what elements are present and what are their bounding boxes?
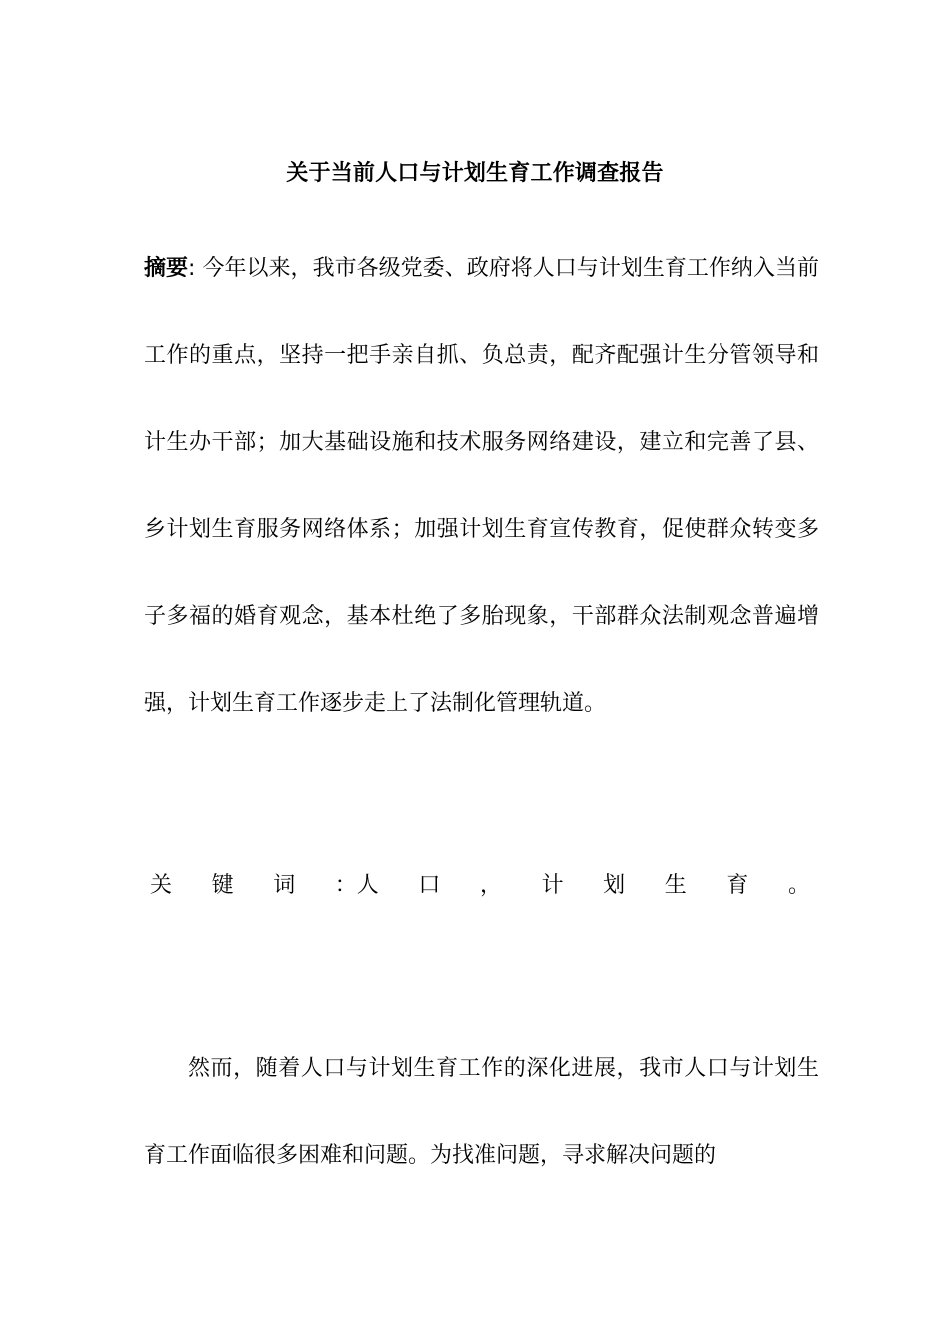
abstract-text: 今年以来，我市各级党委、政府将人口与计划生育工作纳入当前工作的重点，坚持一把手亲自抓、负总责，配齐配强计生分管领导和计生办干部；加大基础设施和技术服务网络建设，建立和完善了县、乡计划生育服务网络体系；加强计划生育宣传教育，促使群众转变多子多福的婚育观念，基本杜绝了多胎现象，干部群众法制观念普遍增强，计划生育工作逐步走上了法制化管理轨道。	[144, 256, 819, 716]
keywords-char: 育	[726, 873, 749, 898]
keywords-char: ：人	[334, 873, 379, 898]
keywords-char: 词	[273, 873, 296, 898]
document-title: 关于当前人口与计划生育工作调查报告	[286, 161, 664, 186]
keywords-char: 口	[418, 873, 441, 898]
keywords-char: 。	[787, 873, 810, 898]
keywords-char: 计	[541, 873, 564, 898]
keywords-char: 生	[664, 873, 687, 898]
keywords-char: 关	[150, 873, 173, 898]
abstract-separator: :	[188, 256, 196, 281]
abstract-paragraph	[144, 225, 819, 747]
abstract-label: 摘要	[144, 256, 189, 281]
keywords-char: 划	[603, 873, 626, 898]
body-paragraph: 然而，随着人口与计划生育工作的深化进展，我市人口与计划生育工作面临很多困难和问题。为找准问题，寻求解决问题的	[144, 1056, 819, 1168]
keywords-char: ，	[479, 873, 502, 898]
keywords-line	[150, 866, 810, 906]
keywords-char: 键	[211, 873, 234, 898]
